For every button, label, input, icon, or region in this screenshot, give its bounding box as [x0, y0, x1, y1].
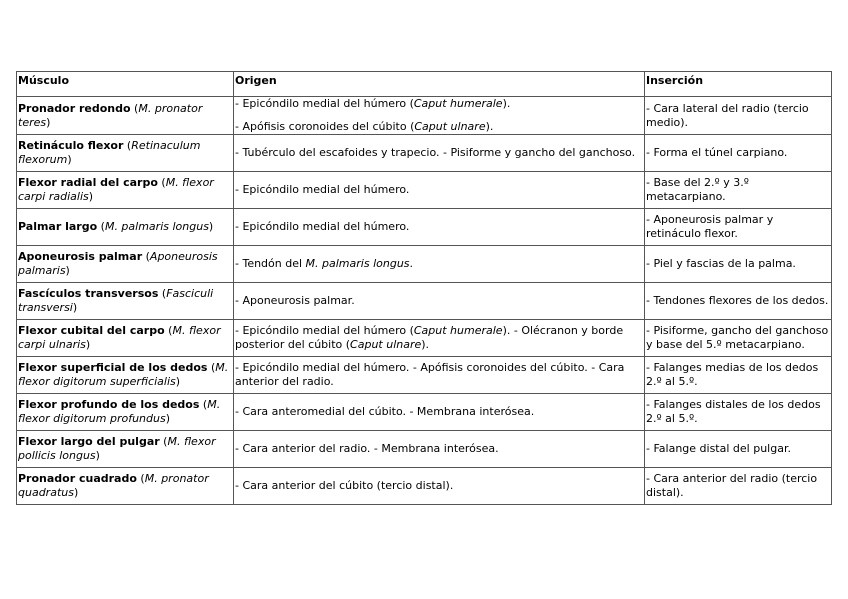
- insertion-cell: - Pisiforme, gancho del ganchoso y base del 5.º metacarpiano.: [645, 320, 832, 357]
- origin-line: - Cara anterior del radio. - Membrana interósea.: [235, 442, 499, 455]
- muscle-cell: Flexor cubital del carpo (M. flexor carpi ulnaris): [17, 320, 234, 357]
- insertion-cell: - Cara anterior del radio (tercio distal).: [645, 468, 832, 505]
- table-row: [17, 357, 832, 394]
- header-origin: Origen: [234, 72, 645, 97]
- table-row: [17, 431, 832, 468]
- muscle-name: Palmar largo: [18, 220, 98, 233]
- origin-cell: [234, 172, 645, 209]
- muscle-table: [16, 71, 832, 505]
- insertion-cell: - Falange distal del pulgar.: [645, 431, 832, 468]
- origin-latin: Caput ulnare: [414, 120, 486, 133]
- table-row: [17, 246, 832, 283]
- latin-name: M. flexor pollicis longus: [18, 435, 216, 462]
- muscle-name: Pronador cuadrado: [18, 472, 137, 485]
- table-row: [17, 468, 832, 505]
- insertion-cell: - Aponeurosis palmar y retináculo flexor.: [645, 209, 832, 246]
- table-row: [17, 320, 832, 357]
- muscle-cell: Pronador cuadrado (M. pronator quadratus): [17, 468, 234, 505]
- insertion-cell: - Tendones flexores de los dedos.: [645, 283, 832, 320]
- origin-cell: [234, 97, 645, 135]
- origin-cell: [234, 209, 645, 246]
- origin-cell: [234, 283, 645, 320]
- latin-name: M. flexor carpi ulnaris: [18, 324, 221, 351]
- muscle-name: Flexor largo del pulgar: [18, 435, 160, 448]
- origin-line: - Cara anterior del cúbito (tercio distal).: [235, 479, 454, 492]
- latin-name: M. pronator teres: [18, 101, 203, 129]
- header-row: [17, 72, 832, 97]
- origin-latin: Caput humerale: [413, 97, 503, 110]
- muscle-name: Flexor cubital del carpo: [18, 324, 165, 337]
- table-row: [17, 394, 832, 431]
- muscle-name: Pronador redondo: [18, 101, 131, 115]
- origin-cell: [234, 394, 645, 431]
- muscle-cell: Fascículos transversos (Fasciculi transversi): [17, 283, 234, 320]
- origin-line: - Epicóndilo medial del húmero.: [235, 220, 410, 233]
- origin-line: - Tubérculo del escafoides y trapecio. - Pisiforme y gancho del ganchoso.: [235, 146, 636, 159]
- header-muscle: Músculo: [17, 72, 234, 97]
- table-body: [17, 97, 832, 505]
- latin-name: M. palmaris longus: [104, 220, 209, 233]
- muscle-name: Flexor profundo de los dedos: [18, 398, 200, 411]
- latin-name: Retinaculum flexorum: [18, 139, 201, 166]
- origin-line: - Aponeurosis palmar.: [235, 294, 355, 307]
- origin-cell: [234, 357, 645, 394]
- insertion-cell: - Forma el túnel carpiano.: [645, 135, 832, 172]
- latin-name: M. flexor digitorum superficialis: [18, 361, 229, 388]
- table-row: [17, 283, 832, 320]
- insertion-cell: - Piel y fascias de la palma.: [645, 246, 832, 283]
- origin-line: - Epicóndilo medial del húmero. - Apófisis coronoides del cúbito. - Cara anterior del radio.: [235, 361, 625, 388]
- muscle-name: Fascículos transversos: [18, 287, 159, 300]
- origin-line: - Apófisis coronoides del cúbito (Caput ulnare).: [235, 120, 494, 133]
- muscle-cell: Retináculo flexor (Retinaculum flexorum): [17, 135, 234, 172]
- origin-cell: [234, 246, 645, 283]
- latin-name: Aponeurosis palmaris: [18, 250, 218, 277]
- origin-latin: Caput humerale: [413, 324, 503, 337]
- muscle-cell: Aponeurosis palmar (Aponeurosis palmaris): [17, 246, 234, 283]
- table-row: [17, 97, 832, 135]
- origin-latin: Caput ulnare: [350, 338, 422, 351]
- muscle-name: Retináculo flexor: [18, 139, 124, 152]
- muscle-name: Aponeurosis palmar: [18, 250, 143, 263]
- insertion-cell: - Base del 2.º y 3.º metacarpiano.: [645, 172, 832, 209]
- origin-line: - Tendón del M. palmaris longus.: [235, 257, 414, 270]
- origin-line: - Cara anteromedial del cúbito. - Membrana interósea.: [235, 405, 535, 418]
- muscle-cell: Pronador redondo (M. pronator teres): [17, 97, 234, 135]
- origin-line: - Epicóndilo medial del húmero (Caput humerale). - Olécranon y borde posterior del cúbito (Caput ulnare).: [235, 324, 624, 351]
- origin-line: - Epicóndilo medial del húmero.: [235, 183, 410, 196]
- origin-line: - Epicóndilo medial del húmero (Caput humerale).: [235, 97, 511, 110]
- muscle-name: Flexor radial del carpo: [18, 176, 158, 189]
- origin-cell: [234, 320, 645, 357]
- latin-name: M. pronator quadratus: [18, 472, 209, 499]
- muscle-cell: Flexor radial del carpo (M. flexor carpi radialis): [17, 172, 234, 209]
- muscle-cell: Flexor superficial de los dedos (M. flexor digitorum superficialis): [17, 357, 234, 394]
- origin-cell: [234, 468, 645, 505]
- muscle-cell: Flexor largo del pulgar (M. flexor pollicis longus): [17, 431, 234, 468]
- table-row: [17, 135, 832, 172]
- origin-cell: [234, 431, 645, 468]
- insertion-cell: - Falanges distales de los dedos 2.º al 5.º.: [645, 394, 832, 431]
- latin-name: Fasciculi transversi: [18, 287, 214, 314]
- insertion-cell: - Falanges medias de los dedos 2.º al 5.º.: [645, 357, 832, 394]
- table-row: [17, 209, 832, 246]
- table-row: [17, 172, 832, 209]
- origin-cell: [234, 135, 645, 172]
- insertion-cell: - Cara lateral del radio (tercio medio).: [645, 97, 832, 135]
- latin-name: M. flexor carpi radialis: [18, 176, 214, 203]
- muscle-cell: Flexor profundo de los dedos (M. flexor digitorum profundus): [17, 394, 234, 431]
- header-insertion: Inserción: [645, 72, 832, 97]
- muscle-name: Flexor superficial de los dedos: [18, 361, 208, 374]
- latin-name: M. flexor digitorum profundus: [18, 398, 221, 425]
- origin-latin: M. palmaris longus: [305, 257, 410, 270]
- muscle-cell: Palmar largo (M. palmaris longus): [17, 209, 234, 246]
